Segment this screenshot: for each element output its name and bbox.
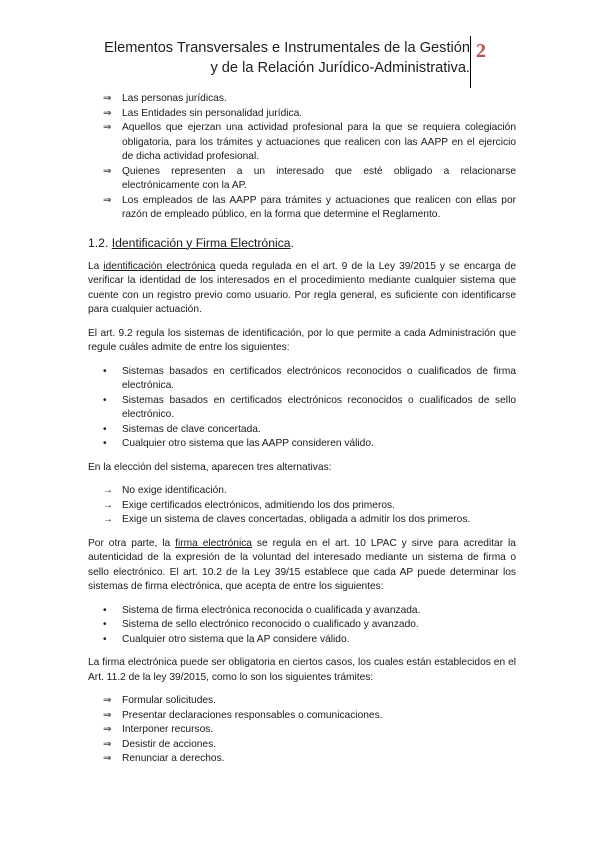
- paragraph-signature: Por otra parte, la firma electrónica se regula en el art. 10 LPAC y sirve para acreditar la autenticidad de la expresión de la voluntad del interesado mediante un sistema de firma o sello electrónico. El art. 10.2 de la Ley 39/15 establece que cada AP puede determinar los sistemas de firma electrónica, que acepta de entre los siguientes:: [88, 537, 516, 592]
- list-item: • Sistema de sello electrónico reconocido o cualificado y avanzado.: [88, 618, 516, 633]
- double-arrow-icon: ⇒: [103, 107, 112, 119]
- bullet-icon: •: [103, 438, 107, 449]
- list-item: ⇒ Quienes representen a un interesado que esté obligado a relacionarse electrónicamente con la AP.: [103, 165, 516, 191]
- list-item: ⇒ Las personas jurídicas.: [88, 92, 516, 107]
- bullet-icon: •: [103, 619, 107, 630]
- list-item: • Sistema de firma electrónica reconocida o cualificada y avanzada.: [88, 604, 516, 619]
- arrow-icon: →: [103, 499, 113, 511]
- list-item: ⇒ Aquellos que ejerzan una actividad profesional para la que se requiera colegiación obligatoria, para los trámites y actuaciones que realicen con las AAPP en el ejercicio de dicha actividad profesional.: [103, 122, 516, 162]
- list-item: ⇒ Las Entidades sin personalidad jurídica.: [88, 107, 516, 122]
- list-item: ⇒ Presentar declaraciones responsables o comunicaciones.: [88, 709, 516, 724]
- list-item: • Cualquier otro sistema que las AAPP consideren válido.: [88, 437, 516, 452]
- list-item: • Sistemas de clave concertada.: [88, 423, 516, 438]
- arrow-icon: →: [103, 485, 113, 496]
- list-item: • Sistemas basados en certificados electrónicos reconocidos o cualificados de sello electrónico.: [103, 394, 516, 420]
- procedures-list: [88, 694, 516, 767]
- list-item: → No exige identificación.: [88, 484, 516, 499]
- page-number: 2: [476, 40, 486, 62]
- double-arrow-icon: ⇒: [103, 724, 112, 735]
- list-item: → Exige certificados electrónicos, admitiendo los dos primeros.: [88, 499, 516, 514]
- document-body: [88, 92, 516, 767]
- bullet-icon: •: [103, 633, 107, 645]
- double-arrow-icon: ⇒: [103, 165, 112, 177]
- header-title-line-1: Elementos Transversales e Instrumentales de la Gestión: [104, 40, 470, 56]
- double-arrow-icon: ⇒: [103, 738, 112, 750]
- header-divider: [470, 36, 471, 88]
- paragraph-mandatory: La firma electrónica puede ser obligatoria en ciertos casos, los cuales están establecidos en el Art. 11.2 de la ley 39/2015, como lo son los siguientes trámites:: [88, 657, 516, 683]
- double-arrow-icon: ⇒: [103, 753, 112, 764]
- identification-systems-list: [88, 365, 516, 452]
- bullet-icon: •: [103, 394, 107, 406]
- arrow-icon: →: [103, 514, 113, 525]
- alternatives-list: [88, 484, 516, 528]
- interested-parties-list: [88, 92, 516, 223]
- double-arrow-icon: ⇒: [103, 194, 112, 206]
- list-item: ⇒ Renunciar a derechos.: [88, 752, 516, 767]
- paragraph-identification: La identificación electrónica queda regulada en el art. 9 de la Ley 39/2015 y se encarga de verificar la identidad de los interesados en el procedimiento mediante cualquier sistema que cuente con un registro previo como usuario. Por regla general, es suficiente con identificarse para cualquier actuación.: [88, 260, 516, 315]
- section-heading: 1.2. Identificación y Firma Electrónica.: [88, 235, 294, 250]
- double-arrow-icon: ⇒: [103, 122, 112, 133]
- list-item: ⇒ Formular solicitudes.: [88, 694, 516, 709]
- list-item: ⇒ Los empleados de las AAPP para trámites y actuaciones que realicen con ellas por razón de empleado público, en la forma que determine el Reglamento.: [103, 194, 516, 220]
- list-item: • Sistemas basados en certificados electrónicos reconocidos o cualificados de firma electrónica.: [103, 365, 516, 391]
- double-arrow-icon: ⇒: [103, 709, 112, 721]
- bullet-icon: •: [103, 423, 107, 435]
- page-header: [70, 38, 470, 78]
- double-arrow-icon: ⇒: [103, 93, 112, 104]
- bullet-icon: •: [103, 604, 107, 616]
- list-item: → Exige un sistema de claves concertadas, obligada a admitir los dos primeros.: [88, 513, 516, 528]
- double-arrow-icon: ⇒: [103, 695, 112, 706]
- bullet-icon: •: [103, 365, 107, 377]
- header-title-line-2: y de la Relación Jurídico-Administrativa.: [210, 60, 470, 76]
- list-item: ⇒ Desistir de acciones.: [88, 738, 516, 753]
- list-item: • Cualquier otro sistema que la AP considere válido.: [88, 633, 516, 648]
- signature-systems-list: [88, 604, 516, 648]
- paragraph-art-9-2: El art. 9.2 regula los sistemas de identificación, por lo que permite a cada Administración que regule cuáles admite de entre los siguientes:: [88, 327, 516, 353]
- list-item: ⇒ Interponer recursos.: [88, 723, 516, 738]
- paragraph-alternatives: En la elección del sistema, aparecen tres alternativas:: [88, 461, 332, 473]
